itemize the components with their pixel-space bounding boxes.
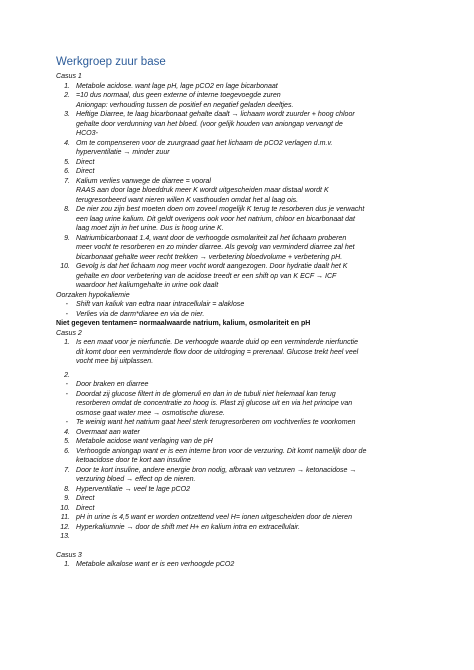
list-item-line: Verhoogde aniongap want er is een interne bron voor de verzuring. Dit komt namelijk door de (76, 447, 367, 455)
list-item-line: Is een maat voor je nierfunctie. De verhoogde waarde duid op een verminderde nierfunctie (76, 339, 359, 346)
list-item-number: 10. (60, 263, 70, 270)
list-item-line: een laag urine kalium. Dit geldt overigens ook voor het natrium, chloor en bicarbonaat dat (76, 215, 355, 223)
list-item-line (76, 532, 426, 542)
casus2-heading: Casus 2 (56, 329, 82, 337)
casus2-list (56, 338, 426, 542)
list-item-number: 11. (60, 514, 70, 521)
list-item-line: hyperventilatie → minder zuur (76, 149, 170, 156)
list-item-number: 10. (60, 504, 70, 512)
list-item-number: 7. (64, 466, 70, 474)
casus3-heading: Casus 3 (56, 551, 82, 559)
list-item-line: ketoacidose door te kort aan insuline (76, 457, 191, 464)
list-item-line: Metabole alkalose want er is een verhoogde pCO2 (76, 561, 235, 568)
list-item-number: 8. (64, 485, 70, 493)
list-item (56, 513, 426, 523)
list-item (56, 82, 426, 92)
list-item-number: 1. (64, 339, 70, 346)
list-item-number: 1. (64, 561, 70, 568)
list-item-number: 1. (64, 82, 70, 90)
list-item (56, 205, 426, 234)
list-item (56, 447, 426, 466)
list-item-line: Om te compenseren voor de zuurgraad gaat het lichaam de pCO2 verlagen d.m.v. (76, 139, 333, 147)
list-item-line: =10 dus normaal, dus geen externe of interne toegevoegde zuren (76, 92, 281, 99)
list-item-number: 4. (64, 428, 70, 436)
list-item-line: Aniongap: verhouding tussen de positief en negatief geladen deeltjes. (76, 101, 294, 109)
list-item-line: Hyperkaliumnie → door de shift met H+ en kalium intra en extracellulair. (76, 523, 300, 531)
document-title: Werkgroep zuur base (56, 56, 166, 68)
list-item-number: 13. (60, 533, 70, 540)
list-item-line: osmose gaat water mee → osmotische diurese. (76, 409, 225, 417)
list-item-line: bicarbonaat gehalte weer recht trekken → verbetering bloedvolume + verbetering pH. (76, 253, 343, 261)
list-item (56, 167, 426, 177)
list-item-line: gehalte en door verbetering van de acidose treedt er een shift op van K ECF → ICF (76, 272, 337, 280)
list-item-text (76, 523, 426, 533)
list-item-text (76, 560, 426, 570)
list-item (56, 485, 426, 495)
list-item-text (76, 371, 426, 381)
list-item-line: vocht mee bij uitplassen. (76, 358, 154, 365)
list-item-number: 2. (64, 92, 70, 99)
list-item-line: Te weinig want het natrium gaat heel sterk terugresorberen om vochtverlies te voorkomen (76, 419, 356, 426)
list-item-number: - (65, 381, 68, 388)
list-item (56, 262, 426, 291)
list-item-number: 6. (64, 168, 70, 175)
list-item-line (76, 371, 426, 381)
list-item-line: Heftige Diarree, te laag bicarbonaat gehalte daalt → lichaam wordt zuurder + hoog chloor (76, 111, 355, 118)
list-item-text (76, 91, 426, 110)
list-item (56, 139, 426, 158)
list-item-text: Shift van kaliuk van edtra naar intracellulair = alaklose (76, 301, 245, 308)
list-item-line: RAAS aan door lage bloeddruk meer K wordt uitgescheiden maar distaal wordt K (76, 187, 329, 194)
list-item-text (76, 380, 426, 390)
list-item-number: 9. (64, 234, 70, 242)
list-item-line: gehalte door verdunning van het bloed. (voor gelijk houden van aniongap vervangt de (76, 120, 343, 128)
list-item-line: Kalium verlies vanwege de diarree = vooral (76, 177, 211, 185)
list-item-line: terugresorbeerd want nieren willen K vasthouden omdat het al laag ois. (76, 196, 299, 204)
list-item (56, 91, 426, 110)
list-item-text (76, 466, 426, 485)
list-item-text (76, 139, 426, 158)
document-body (56, 72, 426, 570)
list-item-text (76, 532, 426, 542)
list-item (56, 234, 426, 263)
list-item-line: Natriumbicarbonaat 1.4, want door de verhoogde osmolariteit zal het lichaam proberen (76, 234, 347, 242)
list-item-line: Gevolg is dat het lichaam nog meer vocht wordt aangezogen. Door hydratie daalt het K (76, 263, 348, 270)
list-item: - Verlies via de darm*diaree en via de nier. (56, 310, 426, 320)
list-item-line: Direct (76, 504, 95, 512)
list-item-line: HCO3- (76, 130, 98, 137)
list-item-text (76, 82, 426, 92)
list-item-line: pH in urine is 4,5 want er worden ontzettend veel H= ionen uitgescheiden door de nieren (76, 514, 352, 521)
list-item-text (76, 338, 426, 367)
section-heading-bold: Niet gegeven tentamen= normaalwaarde natrium, kalium, osmolariteit en pH (56, 320, 311, 327)
list-item (56, 523, 426, 533)
oorzaken-heading: Oorzaken hypokaliemie (56, 291, 130, 299)
list-item-number: 12. (60, 523, 70, 531)
list-item (56, 466, 426, 485)
list-item (56, 418, 426, 428)
list-item-line: Direct (76, 495, 95, 502)
list-item-number: 6. (64, 447, 70, 455)
list-item-line: Direct (76, 158, 95, 166)
list-item-number: 2. (64, 371, 70, 379)
list-item-line: resorberen omdat de concentratie zo hoog is. Plast zij glucose uit en via het principe van (76, 400, 353, 407)
list-item-text (76, 110, 426, 139)
list-item-text (76, 262, 426, 291)
casus3-list (56, 560, 426, 570)
list-item-text (76, 428, 426, 438)
casus1-heading: Casus 1 (56, 73, 82, 80)
list-item (56, 371, 426, 381)
list-item-text (76, 205, 426, 234)
list-item (56, 338, 426, 367)
list-item (56, 158, 426, 168)
list-item-number: - (65, 419, 68, 426)
list-item-text (76, 485, 426, 495)
list-item-line: Metabole acidose. want lage pH, lage pCO2 en lage bicarbonaat (76, 82, 278, 90)
list-item (56, 390, 426, 419)
list-item (56, 437, 426, 447)
list-item (56, 532, 426, 542)
list-item (56, 494, 426, 504)
list-item-number: 9. (64, 495, 70, 502)
list-item (56, 380, 426, 390)
list-item-text (76, 167, 426, 177)
list-item-text (76, 447, 426, 466)
casus1-list (56, 82, 426, 291)
list-item-line: Door te kort insuline, andere energie bron nodig, afbraak van vetzuren → ketonacidose → (76, 466, 357, 474)
oorzaken-list (56, 300, 426, 319)
list-item-line: dit komt door een verminderde flow door de uitdroging = prerenaal. Glucose trekt heel veel (76, 348, 359, 356)
list-item-number: 4. (64, 139, 70, 147)
list-item (56, 110, 426, 139)
list-item-text (76, 158, 426, 168)
list-item-line: verzuring bloed → effect op de nieren. (76, 476, 196, 483)
list-item-number: 7. (64, 177, 70, 185)
list-item-line: Hyperventilatie → veel te lage pCO2 (76, 485, 190, 493)
list-item: - Shift van kaliuk van edtra naar intracellulair = alaklose (56, 300, 426, 310)
list-item-text (76, 177, 426, 206)
list-item-text (76, 390, 426, 419)
list-item-text (76, 437, 426, 447)
list-item-number: - (65, 390, 68, 398)
list-item-line: De nier zou zijn best moeten doen om zoveel mogelijk K terug te resorberen dus je verwacht (76, 206, 365, 213)
list-item-number: 3. (64, 111, 70, 118)
list-item-line: Doordat zij glucose filtert in de glomeruli en dan in de tubuli niet helemaal kan terug (76, 390, 336, 398)
list-item-text (76, 494, 426, 504)
list-item-text (76, 513, 426, 523)
list-item-line: laag moet zijn in het urine. Dus is hoog urine K. (76, 225, 224, 232)
list-item-number: 5. (64, 158, 70, 166)
list-item-line: Metabole acidose want verlaging van de pH (76, 438, 213, 445)
list-item-number: 5. (64, 438, 70, 445)
list-item-line: Direct (76, 168, 95, 175)
list-item-text (76, 504, 426, 514)
list-item (56, 177, 426, 206)
list-item-number: 8. (64, 206, 70, 213)
list-item-text (76, 234, 426, 263)
list-item (56, 428, 426, 438)
list-item-line: Overmaat aan water (76, 428, 140, 436)
list-item (56, 560, 426, 570)
list-item (56, 504, 426, 514)
list-item-line: meer vocht te resorberen en zo minder diarree. Als gevolg van verminderd diarree zal het (76, 244, 355, 251)
list-item-text (76, 418, 426, 428)
list-item-line: waardoor het kaliumgehalte in urine ook daalt (76, 282, 219, 289)
list-item-line: Door braken en diarree (76, 381, 149, 388)
list-item-text: Verlies via de darm*diaree en via de nier. (76, 310, 205, 318)
